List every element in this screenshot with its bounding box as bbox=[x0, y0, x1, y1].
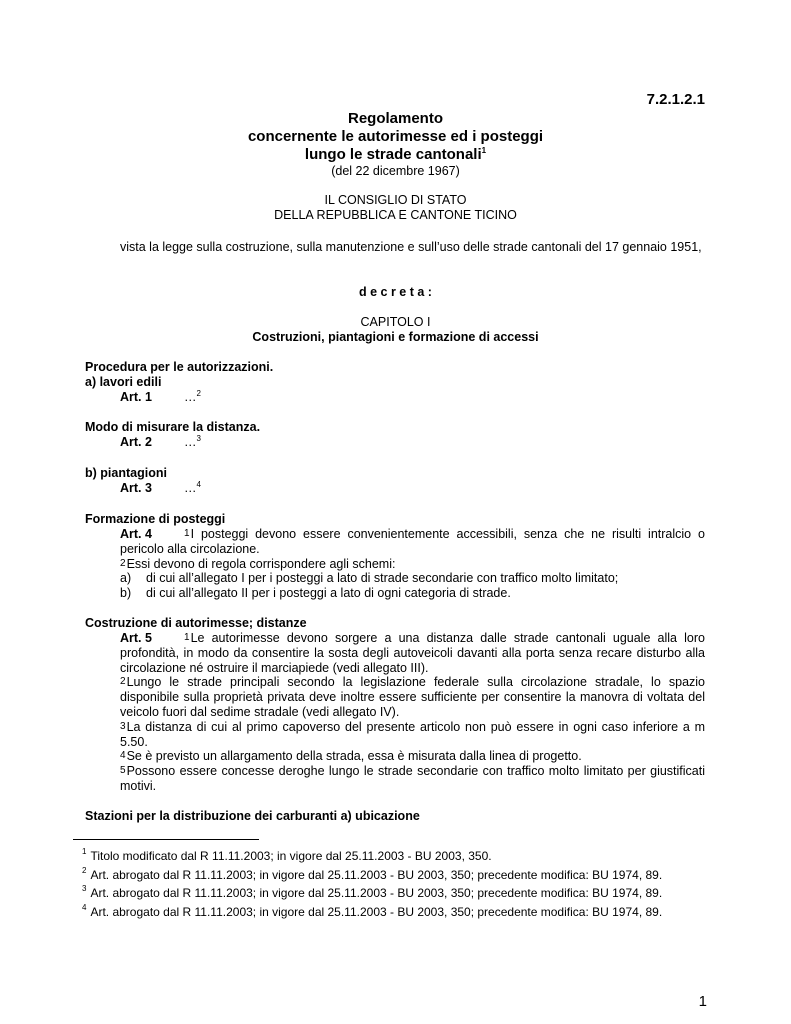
autorimesse-heading: Costruzione di autorimesse; distanze bbox=[85, 616, 307, 630]
article-5-p3-text: La distanza di cui al primo capoverso del presente articolo non può essere in ogni caso inferiore a m 5.50. bbox=[120, 719, 705, 749]
item-a-text: di cui all’allegato I per i posteggi a lato di strade secondarie con traffico molto limitato; bbox=[146, 571, 619, 586]
article-5-p5-text: Possono essere concesse deroghe lungo le strade secondarie con traffico molto limitato per giustificati motivi. bbox=[120, 764, 705, 793]
article-5-p2-number: 2 bbox=[120, 676, 126, 688]
item-a-label: a) bbox=[120, 571, 132, 586]
article-2 bbox=[120, 435, 201, 450]
article-5-paragraph-1 bbox=[120, 631, 705, 675]
title-line-3-text: lungo le strade cantonali bbox=[304, 146, 482, 163]
article-4-p2-number: 2 bbox=[120, 557, 126, 569]
authority-line-2: DELLA REPUBBLICA E CANTONE TICINO bbox=[274, 207, 517, 222]
article-5-p3-number: 3 bbox=[120, 720, 126, 732]
footnote-1 bbox=[82, 845, 706, 864]
article-5-paragraph-4 bbox=[120, 749, 705, 764]
title-block bbox=[0, 110, 791, 164]
title-line-2: concernente le autorimesse ed i posteggi bbox=[247, 128, 544, 145]
footnote-2-text: Art. abrogato dal R 11.11.2003; in vigore dal 25.11.2003 - BU 2003, 350; precedente modifica: BU 1974, 89. bbox=[90, 867, 663, 882]
authority-line-1: IL CONSIGLIO DI STATO bbox=[324, 193, 467, 207]
lavori-edili-heading: a) lavori edili bbox=[85, 375, 162, 389]
footnote-4-text: Art. abrogato dal R 11.11.2003; in vigore dal 25.11.2003 - BU 2003, 350; precedente modifica: BU 1974, 89. bbox=[90, 904, 663, 919]
footnote-4-number: 4 bbox=[82, 902, 87, 912]
footnote-separator bbox=[73, 839, 259, 840]
item-b-text: di cui all’allegato II per i posteggi a lato di ogni categoria di strade. bbox=[146, 586, 511, 601]
article-1-text: … bbox=[184, 390, 197, 404]
footnote-2 bbox=[82, 864, 706, 883]
article-5-p1-text: Le autorimesse devono sorgere a una distanza dalle strade cantonali uguale alla loro profondità, in modo da consentire la sosta degli autoveicoli davanti alla porta senza recare disturbo alla circolazione né ostruire il marciapiede (vedi allegato III). bbox=[120, 631, 705, 675]
footnote-2-number: 2 bbox=[82, 865, 87, 875]
document-code: 7.2.1.2.1 bbox=[646, 91, 705, 108]
article-4-p2-text: Essi devono di regola corrispondere agli schemi: bbox=[126, 556, 396, 571]
article-1-footnote-ref: 2 bbox=[196, 388, 201, 398]
article-5-p5-number: 5 bbox=[120, 765, 126, 777]
article-5-label: Art. 5 bbox=[120, 631, 152, 645]
article-2-label: Art. 2 bbox=[120, 435, 152, 449]
article-3-label: Art. 3 bbox=[120, 481, 152, 495]
footnote-3-number: 3 bbox=[82, 884, 87, 893]
article-1-label: Art. 1 bbox=[120, 390, 152, 404]
article-4-p1-text: I posteggi devono essere convenientemente accessibili, senza che ne risulti intralcio o pericolo alla circolazione. bbox=[120, 527, 705, 556]
article-3-text: … bbox=[184, 481, 197, 495]
article-3 bbox=[120, 481, 201, 496]
title-line-1: Regolamento bbox=[347, 110, 443, 127]
modo-heading: Modo di misurare la distanza. bbox=[85, 420, 261, 434]
article-2-text: … bbox=[184, 435, 197, 449]
piantagioni-heading: b) piantagioni bbox=[85, 466, 167, 480]
footnotes bbox=[82, 845, 706, 919]
chapter-title: Costruzioni, piantagioni e formazione di accessi bbox=[252, 330, 539, 344]
article-3-footnote-ref: 4 bbox=[196, 479, 201, 489]
article-5-p4-number: 4 bbox=[120, 750, 126, 762]
footnote-1-text: Titolo modificato dal R 11.11.2003; in vigore dal 25.11.2003 - BU 2003, 350. bbox=[90, 849, 492, 863]
procedura-heading: Procedura per le autorizzazioni. bbox=[85, 360, 274, 374]
title-footnote-ref: 1 bbox=[481, 146, 487, 155]
preamble: vista la legge sulla costruzione, sulla manutenzione e sull’uso delle strade cantonali del 17 gennaio 1951, bbox=[120, 240, 702, 254]
title-date: (del 22 dicembre 1967) bbox=[331, 164, 460, 178]
article-4 bbox=[120, 527, 705, 601]
article-4-item-b bbox=[120, 586, 705, 601]
article-2-footnote-ref: 3 bbox=[196, 433, 201, 443]
item-b-label: b) bbox=[120, 586, 132, 601]
article-5-p4-text: Se è previsto un allargamento della strada, essa è misurata dalla linea di progetto. bbox=[126, 749, 582, 764]
article-4-paragraph-1 bbox=[120, 527, 705, 557]
chapter-label: CAPITOLO I bbox=[360, 315, 431, 329]
article-4-p1-number: 1 bbox=[184, 528, 190, 539]
article-5-p2-text: Lungo le strade principali secondo la legislazione federale sulla circolazione stradale, lo spazio disponibile sulla proprietà privata deve inoltre essere sufficiente per consentire la manovra di voltata del veicolo fuori dal sedime stradale (vedi allegato IV). bbox=[120, 675, 705, 719]
footnote-3-text: Art. abrogato dal R 11.11.2003; in vigore dal 25.11.2003 - BU 2003, 350; precedente modifica: BU 1974, 89. bbox=[90, 886, 663, 900]
article-5-paragraph-5 bbox=[120, 764, 705, 794]
title-line-3 bbox=[0, 146, 791, 164]
article-5-paragraph-3 bbox=[120, 720, 705, 750]
footnote-3 bbox=[82, 882, 706, 901]
article-5-p1-number: 1 bbox=[184, 632, 190, 643]
stazioni-heading: Stazioni per la distribuzione dei carburanti a) ubicazione bbox=[85, 809, 420, 823]
article-4-item-a bbox=[120, 571, 705, 586]
article-5-paragraph-2 bbox=[120, 675, 705, 719]
footnote-1-number: 1 bbox=[82, 847, 87, 856]
article-4-label: Art. 4 bbox=[120, 527, 152, 541]
article-5 bbox=[120, 631, 705, 794]
article-4-paragraph-2 bbox=[120, 557, 705, 572]
authority bbox=[0, 193, 791, 223]
posteggi-heading: Formazione di posteggi bbox=[85, 512, 226, 526]
footnote-4 bbox=[82, 901, 706, 920]
decreta: d e c r e t a : bbox=[359, 285, 432, 299]
article-1 bbox=[120, 390, 201, 405]
page-number: 1 bbox=[698, 993, 707, 1010]
